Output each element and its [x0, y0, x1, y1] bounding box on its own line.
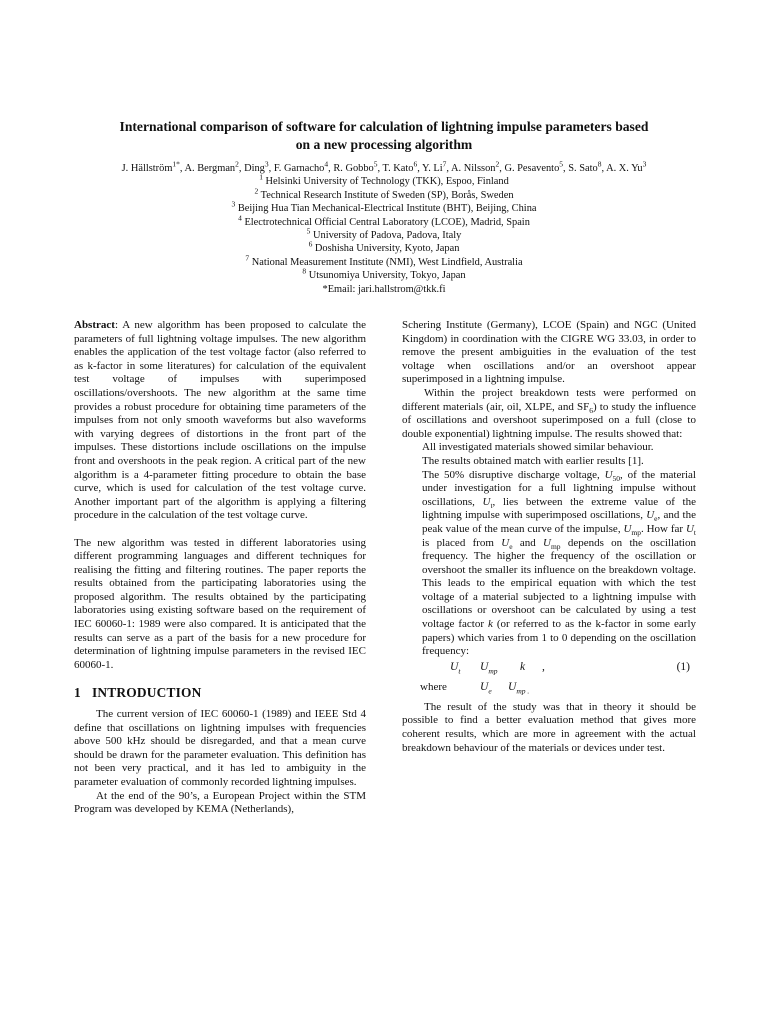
paper-title-line-1: International comparison of software for calculation of lightning impulse parameters based [119, 119, 649, 134]
symbol-ump: U [623, 522, 632, 535]
symbol-ue-sub: e [509, 541, 513, 551]
affiliation-text: Technical Research Institute of Sweden (SP), Borås, Sweden [258, 189, 514, 201]
affiliation-line [60, 253, 708, 269]
paper-title-line-2: on a new processing algorithm [295, 137, 473, 152]
affiliation-number: 1 [259, 172, 263, 182]
symbol-ut-sub: t [490, 500, 493, 510]
author-affiliation-marker: 1* [172, 159, 180, 169]
section-title: INTRODUCTION [92, 685, 202, 701]
abstract-paragraph-1 [74, 319, 366, 523]
body-paragraph-1: Schering Institute (Germany), LCOE (Spain) and NGC (United Kingdom) in coordination with the CIGRE WG 33.03, in order to remove the present ambiguities in the evaluation of the test voltage when oscillations and/or an overshoot appear superimposed in a lightning impulse. [402, 319, 696, 386]
symbol-ut: U [685, 522, 694, 535]
author-name: A. Bergman [184, 163, 236, 174]
abstract-text-1: : A new algorithm has been proposed to calculate the parameters of full lightning voltage impulses. The new algorithm enables the application of the test voltage factor (also referred to as k-factor in some literatures) for calculation of the equivalent test voltage of impulses with superimposed oscillations/overshoots. The new algorithm at the same time provides a robust procedure for obtaining time parameters of the impulses from not only smooth waveforms but also waveforms with varying degrees of distortions in the front part of the impulses. These distortions include oscillations on the impulse front and overshoots in the peak region. A critical part of the new algorithm is a 4-parameter fitting procedure to obtain the base curve, which is used for calculation of the test voltage curve. Another important part of the algorithm is applying a filtering procedure in the calculation of the test voltage curve. [74, 319, 366, 522]
author-name: F. Garnacho [273, 163, 325, 174]
affiliation-text: Beijing Hua Tian Mechanical-Electrical Institute (BHT), Beijing, China [235, 203, 537, 215]
symbol-ump-sub: mp [631, 528, 641, 538]
left-column [74, 319, 366, 817]
corresponding-email: *Email: jari.hallstrom@tkk.fi [322, 283, 446, 295]
affiliation-line [60, 199, 708, 215]
eq-ut: $U_t$ [450, 660, 461, 676]
affiliation-text: Helsinki University of Technology (TKK), Espoo, Finland [262, 176, 509, 188]
abstract-paragraph-2: The new algorithm was tested in different laboratories using different programming languages and different techniques for realising the fitting and filtering routines. The paper reports the results obtained from the participating laboratories using the proposed algorithm. The results obtained by the participating laboratories using existing software based on the requirement of IEC 60060-1: 1989 were also compared. It is anticipated that the results can serve as a part of the basis for a new procedure for determination of lightning impulse parameters in the revised IEC 60060-1. [74, 536, 366, 671]
list3-text: depends on the oscillation frequency. The higher the frequency of the oscillation or overshoot the smaller its influence on the breakdown voltage. This leads to the empirical equation with which the test voltage of a material subjected to a lightning impulse with oscillations or overshoot can be calculated by using a test voltage factor [422, 536, 696, 631]
symbol-ue: U [501, 536, 510, 549]
author-block [60, 159, 708, 296]
equation-1 [402, 661, 696, 679]
body-paragraph-2 [402, 387, 696, 441]
intro-paragraph-1: The current version of IEC 60060-1 (1989) and IEEE Std 4 define that oscillations on lightning impulses with frequencies above 500 kHz should be disregarded, and that a mean curve should be drawn for the parameter evaluation. This definition has not been very practical, and it has led to ambiguity in the parameter evaluation of commonly recorded lightning impulses. [74, 708, 366, 788]
affiliation-line [60, 172, 708, 188]
affiliation-line [60, 186, 708, 202]
symbol-ue: U [646, 509, 655, 522]
affiliation-text: Electrotechnical Official Central Laboratory (LCOE), Madrid, Spain [241, 216, 530, 228]
where-label: where [420, 680, 447, 693]
affiliation-text: Doshisha University, Kyoto, Japan [312, 243, 460, 255]
author-affiliation-marker: 4 [324, 159, 329, 169]
affiliation-number: 3 [231, 199, 236, 209]
body-paragraph-2-text-a: Within the project breakdown tests were performed on different materials (air, oil, XLPE, and SF [402, 386, 696, 413]
symbol-ut: U [482, 495, 491, 508]
intro-paragraph-2: At the end of the 90’s, a European Project within the STM Program was developed by KEMA (Netherlands), [74, 789, 366, 816]
symbol-u50-sub: 50 [612, 473, 621, 483]
list3-text: . How far [640, 522, 686, 535]
paper-title [60, 118, 708, 154]
symbol-k: k [487, 618, 493, 631]
symbol-ump-sub: mp [550, 541, 561, 551]
author-affiliation-marker: 6 [413, 159, 418, 169]
author-name: A. X. Yu [606, 163, 643, 174]
right-column [402, 319, 696, 755]
author-name: J. Hällström [121, 163, 173, 174]
equation-number: (1) [676, 660, 690, 673]
affiliation-number: 4 [238, 213, 242, 223]
affiliation-list [60, 172, 708, 282]
author-affiliation-marker: 5 [373, 159, 378, 169]
symbol-ue-sub: e [654, 514, 658, 524]
list3-text: , of the material under investigation for a full lightning impulse without oscillations, [422, 468, 696, 508]
author-affiliation-marker: 2 [495, 159, 500, 169]
body-paragraph-3: The result of the study was that in theory it should be possible to find a better evaluation method that gives more coherent results, which are more in agreement with the actual breakdown behaviour of the materials or devices under test. [402, 700, 696, 754]
affiliation-number: 7 [245, 253, 250, 263]
author-name: S. Sato [568, 163, 598, 174]
author-affiliation-marker: 5 [559, 159, 564, 169]
sf6-subscript: 6 [589, 405, 593, 415]
equation-where-line [402, 681, 696, 701]
list3-text: and [512, 536, 544, 549]
author-name: T. Kato [382, 163, 414, 174]
affiliation-number: 8 [302, 266, 307, 276]
list-item-1: All investigated materials showed similar behaviour. [422, 441, 654, 454]
list3-text: (or referred to as the k-factor in some early papers) which varies from 1 to 0 depending on the oscillation frequency: [422, 618, 696, 658]
symbol-ump: U [543, 536, 551, 549]
eq-ump: $U_{mp}$ [480, 660, 498, 676]
affiliation-number: 2 [254, 186, 259, 196]
affiliation-text: National Measurement Institute (NMI), West Lindfield, Australia [249, 256, 523, 268]
affiliation-number: 5 [306, 226, 311, 236]
affiliation-text: University of Padova, Padova, Italy [310, 230, 462, 242]
author-name: A. Nilsson [451, 163, 496, 174]
affiliation-line [60, 239, 708, 255]
author-affiliation-marker: 7 [442, 159, 447, 169]
list3-text: The 50% disruptive discharge voltage, [422, 468, 605, 481]
affiliation-text: Utsunomiya University, Tokyo, Japan [306, 270, 466, 282]
section-number: 1 [74, 685, 81, 701]
list3-text: , lies between the extreme value of the lightning impulse with superimposed oscillations, [422, 495, 696, 522]
where-ue: $U_e$ [480, 680, 492, 696]
list3-text: is placed from [422, 536, 502, 549]
where-ump: $U_{mp .}$ [508, 680, 530, 696]
list3-text: , and the peak value of the mean curve of the impulse, [422, 509, 696, 535]
list-item-2: The results obtained match with earlier results [1]. [422, 454, 644, 467]
list-item-3 [422, 469, 696, 659]
author-name: Y. Li [422, 163, 443, 174]
symbol-ut-sub: t [693, 528, 696, 538]
author-affiliation-marker: 3 [642, 159, 647, 169]
abstract-label: Abstract [74, 319, 115, 331]
affiliation-number: 6 [308, 239, 313, 249]
affiliation-line [60, 226, 708, 242]
eq-k: k [520, 660, 526, 673]
author-affiliation-marker: 8 [597, 159, 602, 169]
affiliation-line [60, 266, 708, 282]
author-name: G. Pesavento [504, 163, 560, 174]
author-list: J. Hällström$^{1*}$, A. Bergman$^2$, Ding$^3$, F. Garnacho$^4$, R. Gobbo$^5$, T. Kato$^6$, Y. Li$^7$, A. Nilsson$^2$, G. Pesavento$^5$, S. Sato$^8$, A. X. Yu$^3$ [121, 159, 647, 174]
author-name: Ding [244, 163, 265, 174]
eq-comma: , [542, 660, 545, 673]
author-affiliation-marker: 2 [235, 159, 239, 169]
author-name: R. Gobbo [333, 163, 374, 174]
body-paragraph-2-text-b: ) to study the influence of oscillations and overshoot superimposed on a full (close to double exponential) lightning impulse. The results showed that: [402, 400, 696, 440]
affiliation-line [60, 213, 708, 229]
section-heading-introduction [74, 686, 366, 700]
author-affiliation-marker: 3 [264, 159, 269, 169]
symbol-u50: U [604, 468, 613, 481]
